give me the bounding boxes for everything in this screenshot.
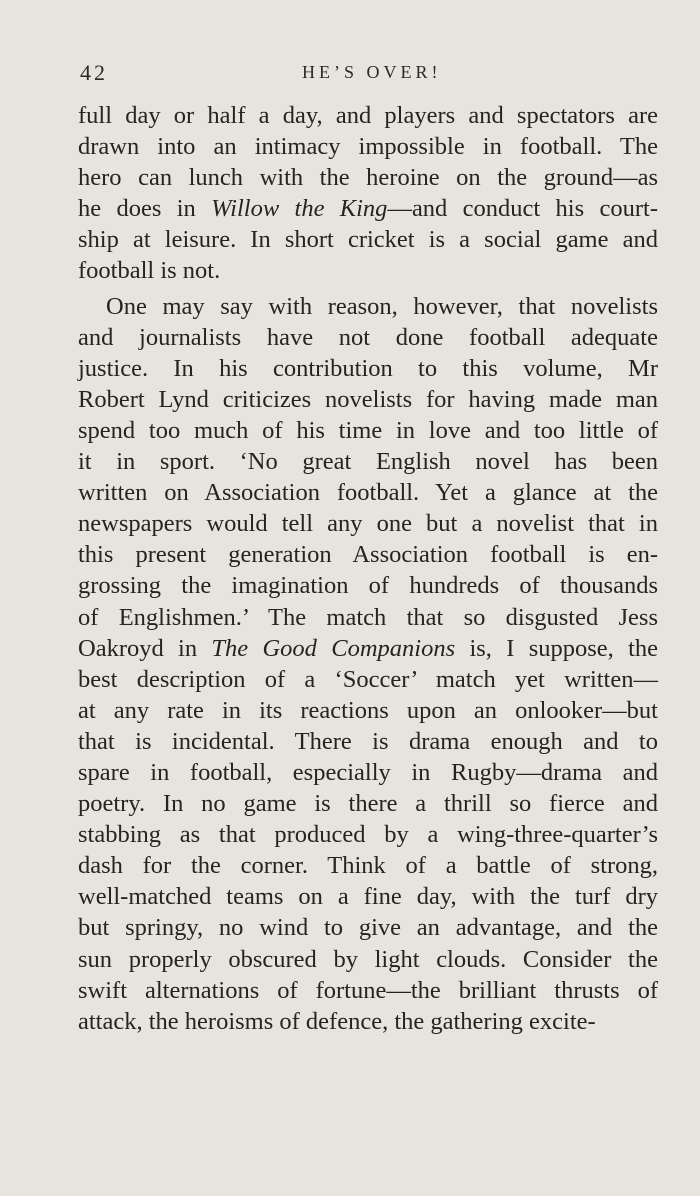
text-segment: —and conduct his court- <box>387 195 658 223</box>
text-line <box>78 131 658 162</box>
body-text <box>78 100 658 1037</box>
italic-title: Willow the King <box>211 195 388 223</box>
text-line <box>78 446 658 477</box>
text-segment: it in sport. ‘No great English novel has been <box>78 448 658 476</box>
text-line <box>78 912 658 943</box>
text-line <box>78 353 658 384</box>
text-segment: grossing the imagination of hundreds of thousands <box>78 572 658 600</box>
text-segment: and journalists have not done football adequate <box>78 323 658 351</box>
text-segment: that is incidental. There is drama enough and to <box>78 727 658 755</box>
text-segment: spare in football, especially in Rugby—drama and <box>78 758 658 786</box>
text-segment: written on Association football. Yet a glance at the <box>78 479 658 507</box>
text-line <box>78 633 658 664</box>
text-segment: full day or half a day, and players and spectators are <box>78 102 658 129</box>
text-segment: Robert Lynd criticizes novelists for having made man <box>78 385 658 413</box>
text-segment: attack, the heroisms of defence, the gathering excite- <box>78 1007 596 1035</box>
text-segment: of Englishmen.’ The match that so disgusted Jess <box>78 603 658 631</box>
text-segment: at any rate in its reactions upon an onlooker—but <box>78 696 658 724</box>
text-segment: Oakroyd in <box>78 634 212 662</box>
text-line <box>78 322 658 353</box>
text-segment: swift alternations of fortune—the brilliant thrusts of <box>78 976 658 1004</box>
italic-title: The Good Companions <box>211 634 456 662</box>
text-segment: poetry. In no game is there a thrill so fierce and <box>78 790 658 818</box>
text-line <box>78 255 658 286</box>
text-line <box>78 1006 658 1037</box>
text-segment: ship at leisure. In short cricket is a social game and <box>78 226 658 254</box>
text-line <box>78 508 658 539</box>
text-line <box>78 224 658 255</box>
page-number: 42 <box>80 60 108 85</box>
text-segment: stabbing as that produced by a wing-three-quarter’s <box>78 821 658 849</box>
text-line <box>78 664 658 695</box>
text-line <box>78 384 658 415</box>
text-line <box>78 100 658 131</box>
running-title: HE’S OVER! <box>302 62 442 82</box>
text-segment: newspapers would tell any one but a novelist that in <box>78 510 658 538</box>
text-segment: sun properly obscured by light clouds. Consider the <box>78 945 658 973</box>
text-segment: is, I suppose, the <box>455 634 658 662</box>
text-segment: spend too much of his time in love and too little of <box>78 416 658 444</box>
text-line <box>78 570 658 601</box>
text-line <box>78 477 658 508</box>
text-line <box>78 291 658 322</box>
text-line <box>78 602 658 633</box>
paragraph <box>78 100 658 287</box>
paragraph <box>78 291 658 1037</box>
running-head <box>80 60 658 90</box>
text-line <box>78 788 658 819</box>
text-segment: dash for the corner. Think of a battle of strong, <box>78 852 658 880</box>
text-segment: well-matched teams on a fine day, with the turf dry <box>78 883 658 911</box>
text-line <box>78 193 658 224</box>
text-segment: football is not. <box>78 257 221 285</box>
text-line <box>78 819 658 850</box>
text-segment: best description of a ‘Soccer’ match yet written— <box>78 665 658 693</box>
text-segment: drawn into an intimacy impossible in football. The <box>78 133 658 161</box>
text-segment: he does in <box>78 195 212 223</box>
text-line <box>78 726 658 757</box>
text-line <box>78 944 658 975</box>
text-segment: One may say with reason, however, that novelists <box>106 292 658 320</box>
text-segment: this present generation Association football is en- <box>78 541 658 569</box>
text-line <box>78 975 658 1006</box>
text-segment: hero can lunch with the heroine on the ground—as <box>78 164 658 192</box>
text-segment: justice. In his contribution to this volume, Mr <box>78 354 658 382</box>
text-line <box>78 539 658 570</box>
text-line <box>78 695 658 726</box>
text-line <box>78 162 658 193</box>
text-segment: but springy, no wind to give an advantage, and the <box>78 914 658 942</box>
text-line <box>78 881 658 912</box>
text-line <box>78 850 658 881</box>
text-line <box>78 415 658 446</box>
text-line <box>78 757 658 788</box>
